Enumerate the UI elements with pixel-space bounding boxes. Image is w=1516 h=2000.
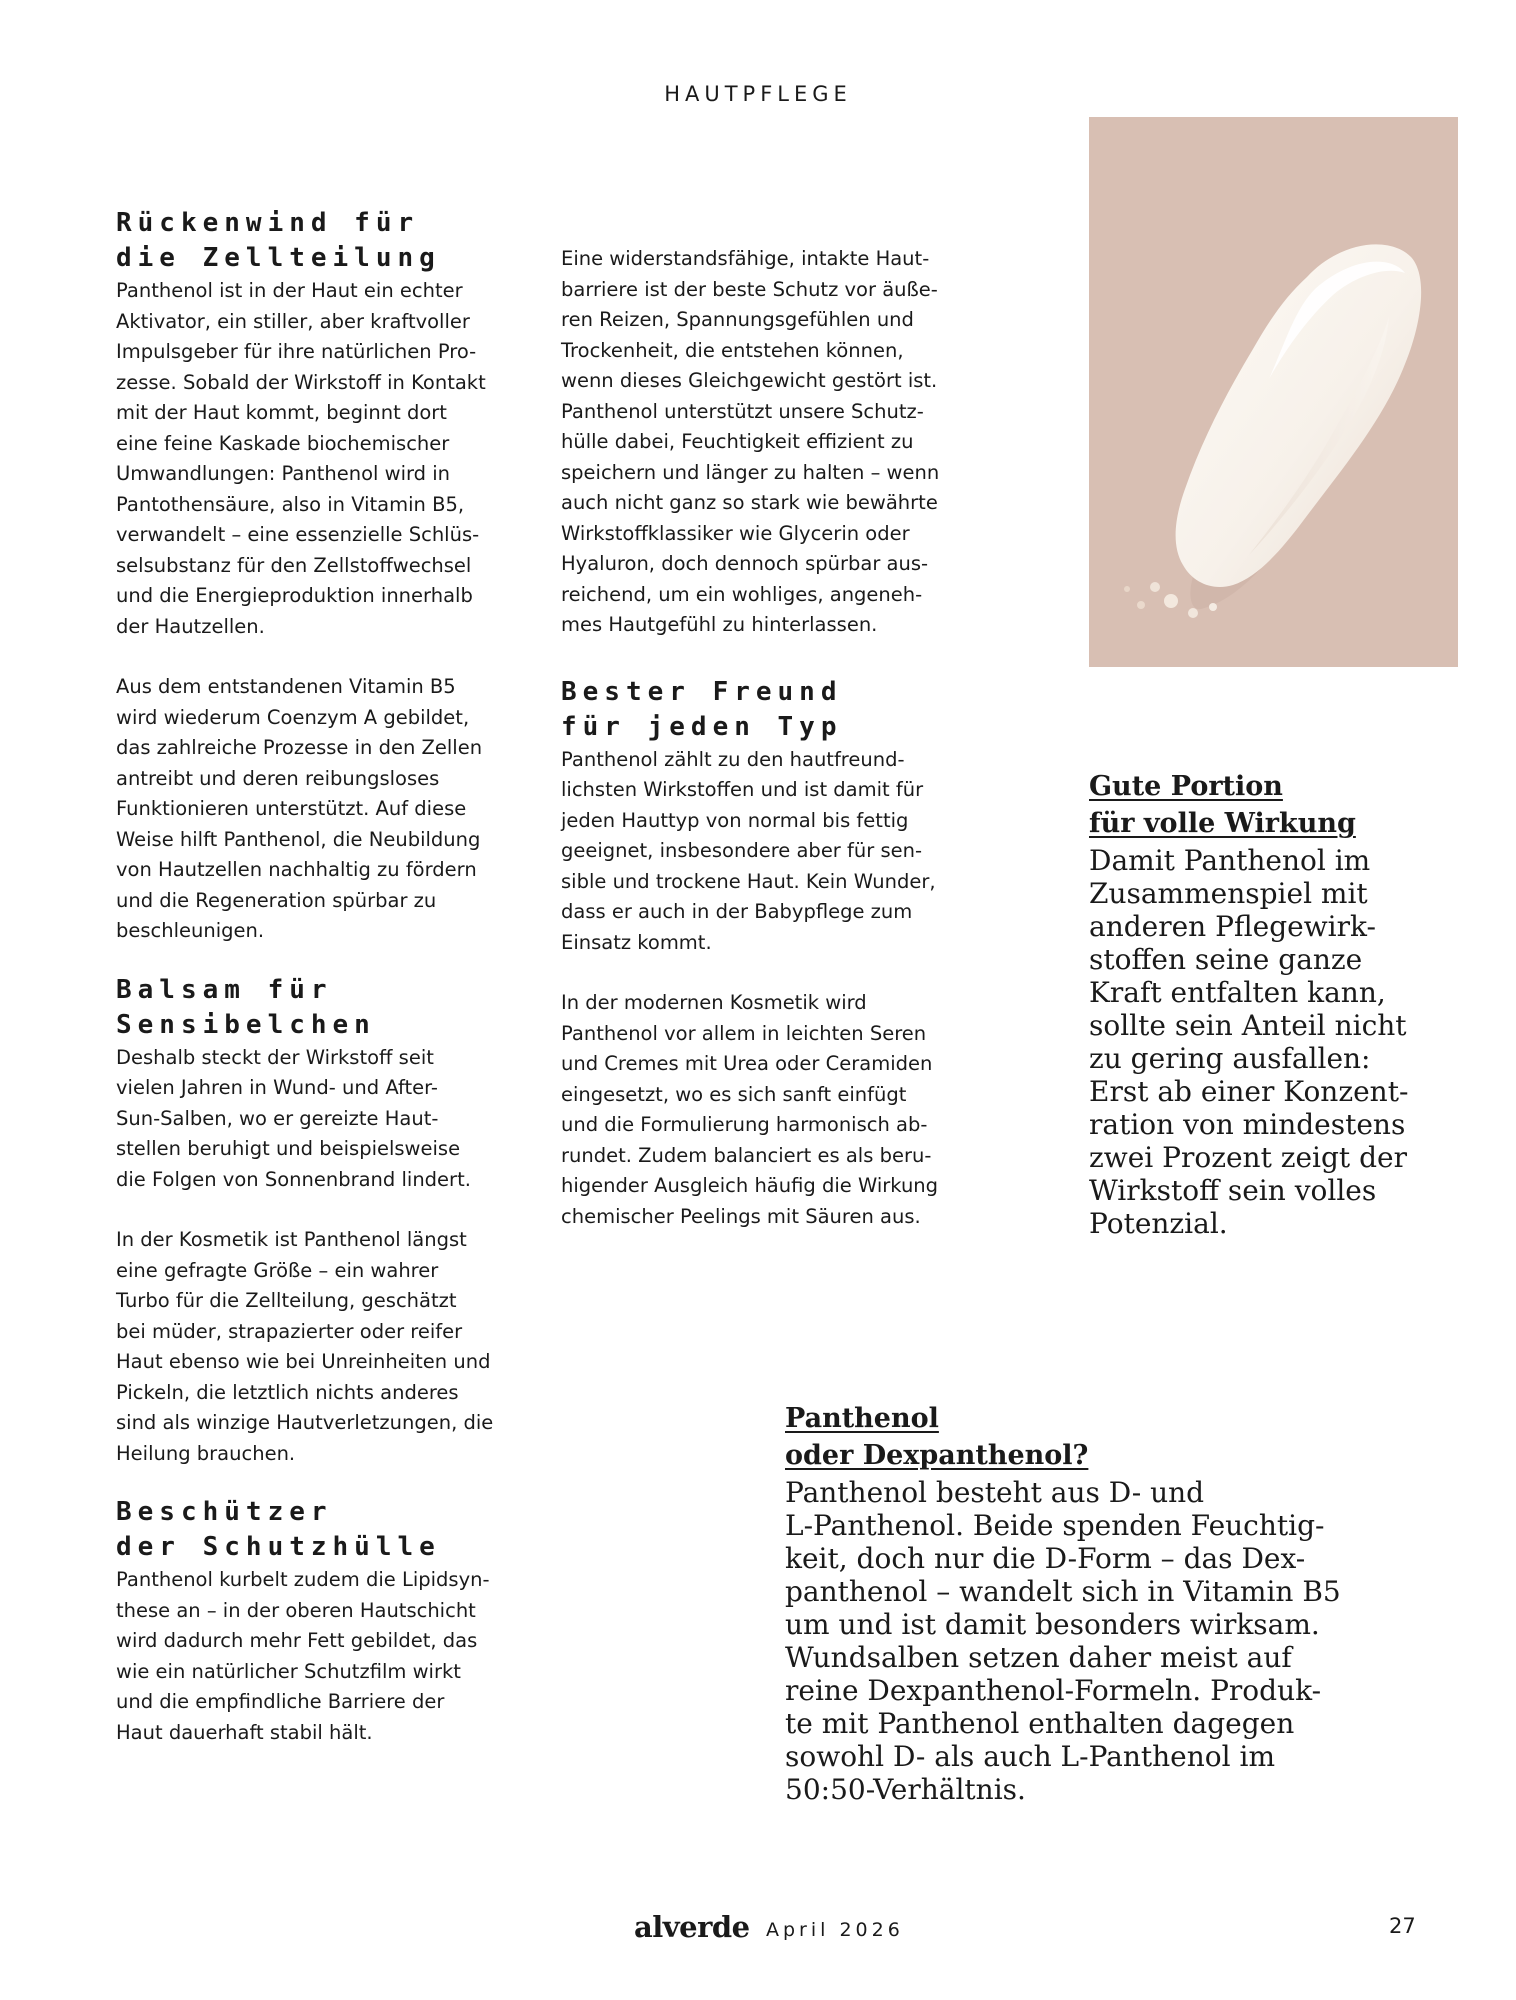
heading-bester-freund: Bester Freund für jeden Typ <box>561 676 843 742</box>
page-number: 27 <box>1389 1914 1416 1938</box>
paragraph-beschuetzer-1: Panthenol kurbelt zudem die Lipidsyn- these an – in der oberen Hautschicht wird dadurch mehr Fett gebildet, das wie ein natürlicher Schutzfilm wirkt und die empfindliche Barriere der Haut dauerhaft stabil hält. <box>116 1568 490 1744</box>
paragraph-balsam-1: Deshalb steckt der Wirkstoff seit vielen Jahren in Wund- und After- Sun-Salben, wo er gereizte Haut- stellen beruhigt und beispielsweise die Folgen von Sonnenbrand lindert. <box>116 1045 471 1191</box>
sidebar-panthenol-heading: Panthenol oder Dexpanthenol? <box>785 1403 1089 1471</box>
paragraph-barriere: Eine widerstandsfähige, intakte Haut- barriere ist der beste Schutz vor äuße- ren Reizen, Spannungsgefühlen und Trockenheit, die entstehen können, wenn dieses Gleichgewicht gestört ist. Panthenol unterstützt unsere Schutz- hülle dabei, Feuchtigkeit effizient zu speichern und länger zu halten – wenn auch nicht ganz so stark wie bewährte Wirkstoffklassiker wie Glycerin oder Hyaluron, doch dennoch spürbar aus- reichend, um ein wohliges, angeneh- mes Hautgefühl zu hinterlassen. <box>561 247 940 636</box>
paragraph-balsam-2: In der Kosmetik ist Panthenol längst eine gefragte Größe – ein wahrer Turbo für die Zellteilung, geschätzt bei müder, strapazierter oder reifer Haut ebenso wie bei Unreinheiten und Pickeln, die letztlich nichts anderes sind als winzige Hautverletzungen, die Heilung brauchen. <box>116 1228 494 1465</box>
paragraph-rueckenwind-1: Panthenol ist in der Haut ein echter Aktivator, ein stiller, aber kraftvoller Impulsgeber für ihre natürlichen Pro- zesse. Sobald der Wirkstoff in Kontakt mit der Haut kommt, beginnt dort eine feine Kaskade biochemischer Umwandlungen: Panthenol wird in Pantothensäure, also in Vitamin B5, verwandelt – eine essenzielle Schlüs- selsubstanz für den Zellstoffwechsel und die Energieproduktion innerhalb der Hautzellen. <box>116 279 486 638</box>
sidebar-panthenol-body: Panthenol besteht aus D- und L-Panthenol. Beide spenden Feuchtig- keit, doch nur die D-Form – das Dex- panthenol – wandelt sich in Vitamin B5 um und ist damit besonders wirksam. Wundsalben setzen daher meist auf reine Dexpanthenol-Formeln. Produk- te mit Panthenol enthalten dagegen sowohl D- als auch L-Panthenol im 50:50-Verhältnis. <box>785 1476 1341 1806</box>
left-column <box>116 206 536 1748</box>
paragraph-bester-freund-2: In der modernen Kosmetik wird Panthenol vor allem in leichten Seren und Cremes mit Urea oder Ceramiden eingesetzt, wo es sich sanft einfügt und die Formulierung harmonisch ab- rundet. Zudem balanciert es als beru- higender Ausgleich häufig die Wirkung chemischer Peelings mit Säuren aus. <box>561 991 939 1228</box>
footer-brand-logo: alverde <box>634 1910 750 1944</box>
section-header: HAUTPFLEGE <box>664 82 852 106</box>
sidebar-gute-portion-body: Damit Panthenol im Zusammenspiel mit anderen Pflegewirk- stoffen seine ganze Kraft entfalten kann, sollte sein Anteil nicht zu gering ausfallen: Erst ab einer Konzent- ration von mindestens zwei Prozent zeigt der Wirkstoff sein volles Potenzial. <box>1089 844 1409 1240</box>
cream-droplet <box>1209 603 1217 611</box>
sidebar-gute-portion-heading: Gute Portion für volle Wirkung <box>1089 771 1356 839</box>
cream-droplet <box>1124 586 1130 592</box>
heading-beschuetzer: Beschützer der Schutzhülle <box>116 1497 441 1562</box>
cream-droplet <box>1150 582 1160 592</box>
cream-swatch-svg <box>1089 117 1458 667</box>
sidebar-gute-portion <box>1089 768 1489 1240</box>
cream-swipe <box>1176 244 1422 587</box>
cream-swatch-image <box>1089 117 1458 667</box>
cream-droplet <box>1188 608 1198 618</box>
heading-rueckenwind: Rückenwind für die Zellteilung <box>116 208 441 273</box>
paragraph-bester-freund-1: Panthenol zählt zu den hautfreund- lichsten Wirkstoffen und ist damit für jeden Hauttyp von normal bis fettig geeignet, insbesondere aber für sen- sible und trockene Haut. Kein Wunder, dass er auch in der Babypflege zum Einsatz kommt. <box>561 747 936 954</box>
heading-balsam: Balsam für Sensibelchen <box>116 974 376 1040</box>
paragraph-rueckenwind-2: Aus dem entstandenen Vitamin B5 wird wiederum Coenzym A gebildet, das zahlreiche Prozesse in den Zellen antreibt und deren reibungsloses Funktionieren unterstützt. Auf diese Weise hilft Panthenol, die Neubildung von Hautzellen nachhaltig zu fördern und die Regeneration spürbar zu beschleunigen. <box>116 675 483 942</box>
cream-droplet <box>1137 601 1145 609</box>
sidebar-panthenol-dexpanthenol <box>785 1400 1425 1806</box>
cream-droplet <box>1164 594 1178 608</box>
footer-issue-date: April 2026 <box>766 1919 904 1941</box>
middle-column <box>561 244 981 1232</box>
